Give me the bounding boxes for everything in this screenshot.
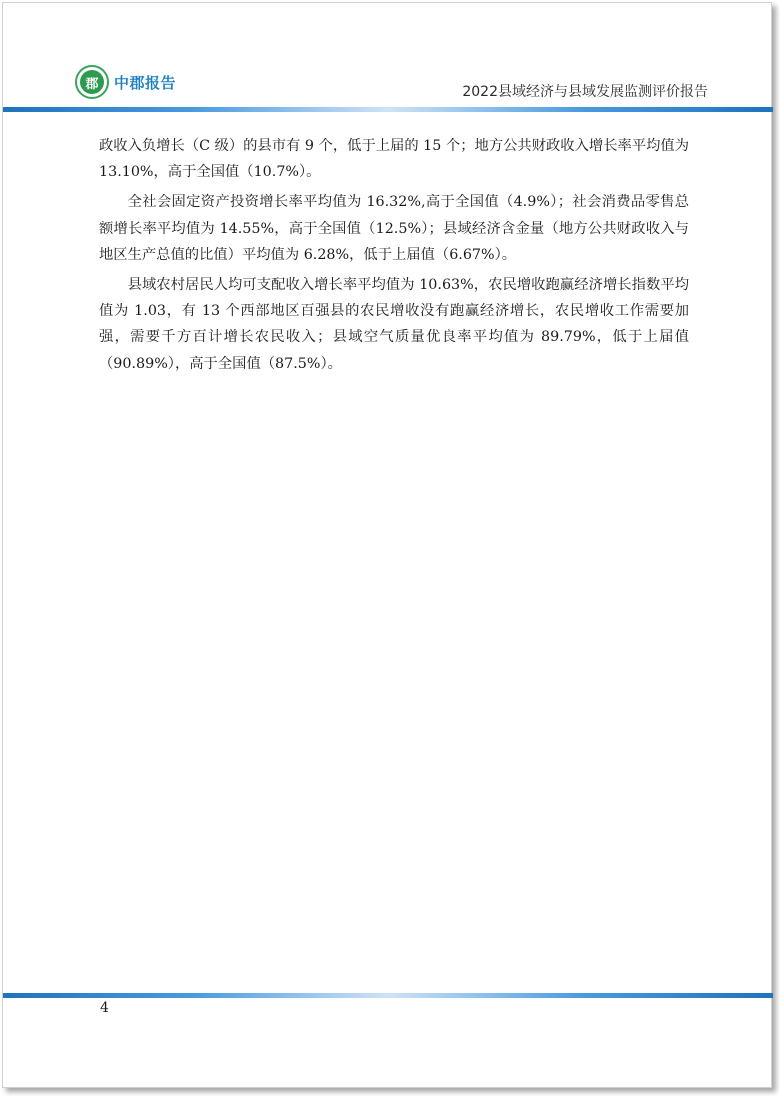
paragraph-rural-income: 县域农村居民人均可支配收入增长率平均值为 10.63%，农民增收跑赢经济增长指数平均值为 1.03，有 13 个西部地区百强县的农民增收没有跑赢经济增长，农民增收工作需要加强，需要千方百计增长农民收入；县域空气质量优良率平均值为 89.79%，低于上届值（90.89%），高于全国值（87.5%）。 [99,277,689,372]
body-text [99,133,689,381]
brand-logo [75,65,176,99]
logo-text: 中郡报告 [114,73,177,92]
header-divider [3,107,773,112]
page-number: 4 [100,1000,109,1016]
logo-emblem-icon [75,65,109,99]
footer-divider [3,993,773,998]
paragraph-continuation: 政收入负增长（C 级）的县市有 9 个，低于上届的 15 个；地方公共财政收入增长率平均值为 13.10%，高于全国值（10.7%）。 [99,138,689,181]
logo-glyph: 郡 [80,70,104,94]
paragraph-investment: 全社会固定资产投资增长率平均值为 16.32%,高于全国值（4.9%）；社会消费品零售总额增长率平均值为 14.55%，高于全国值（12.5%）；县域经济含金量（地方公共财政收入与地区生产总值的比值）平均值为 6.28%，低于上届值（6.67%）。 [99,194,689,263]
report-title: 2022县域经济与县域发展监测评价报告 [462,84,708,100]
